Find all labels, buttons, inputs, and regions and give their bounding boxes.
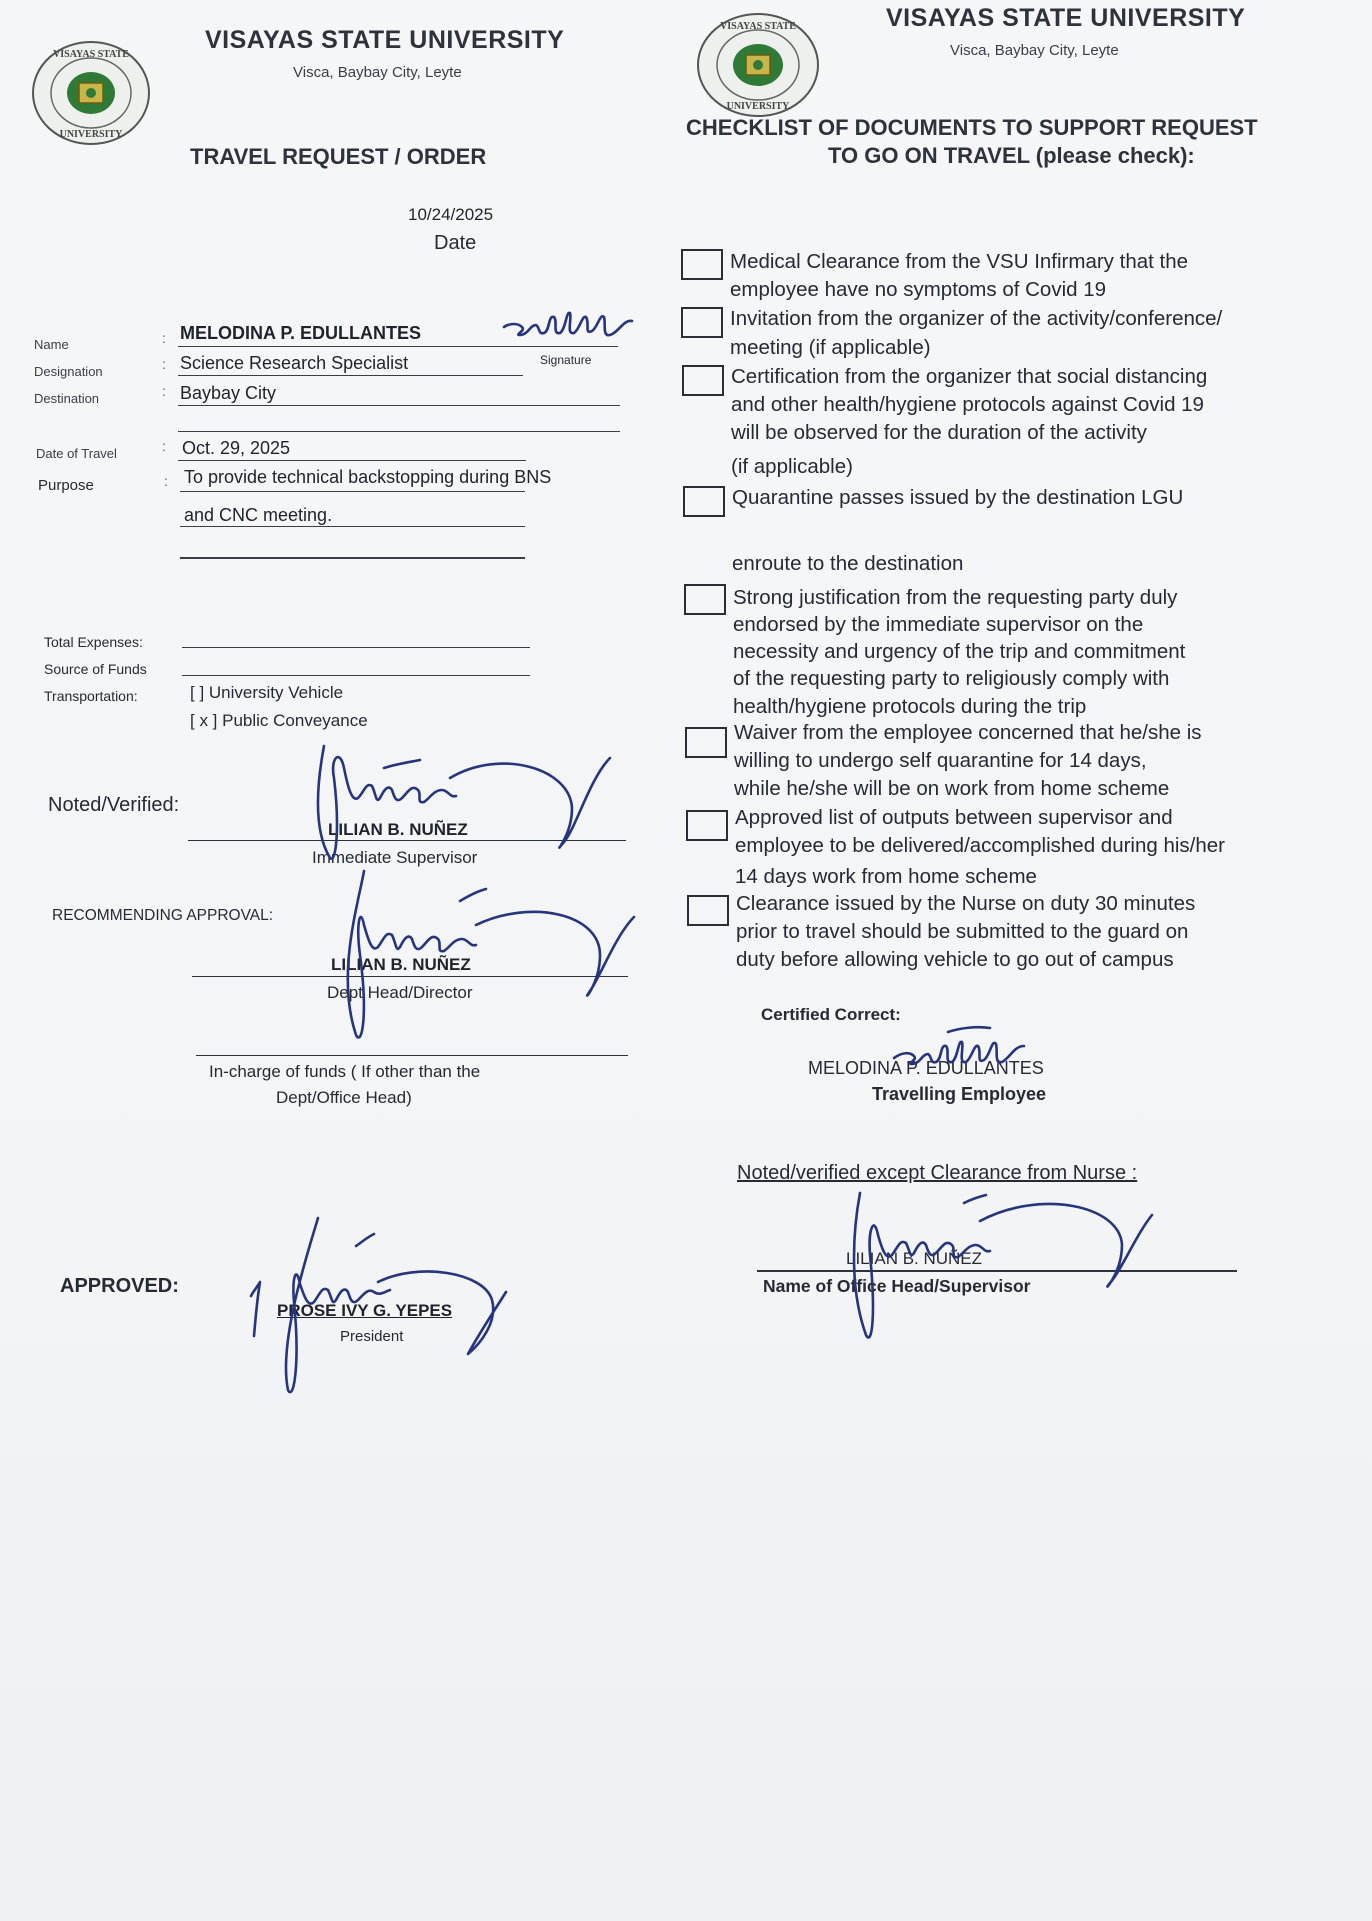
noted-except-label: Noted/verified except Clearance from Nurse : (737, 1162, 1138, 1184)
checklist-item-5-line-1: Strong justification from the requesting party duly (733, 586, 1178, 609)
checklist-item-5-line-5: health/hygiene protocols during the trip (733, 695, 1087, 718)
source-of-funds-label: Source of Funds (44, 661, 147, 677)
left-university-name: VISAYAS STATE UNIVERSITY (205, 26, 565, 54)
funds-signature-line (196, 1055, 628, 1056)
funds-label-line-1: In-charge of funds ( If other than the (209, 1062, 481, 1081)
purpose-label: Purpose (38, 477, 94, 494)
checkbox-certification[interactable] (682, 365, 724, 396)
checklist-item-3-line-3: will be observed for the duration of the activity (731, 421, 1147, 444)
noted-supervisor-role: Immediate Supervisor (312, 848, 478, 867)
purpose-line-2: and CNC meeting. (184, 505, 333, 525)
transportation-label: Transportation: (44, 688, 138, 704)
destination-colon: : (162, 383, 166, 399)
checklist-item-3-line-4: (if applicable) (731, 455, 853, 478)
checklist-item-7-line-2: employee to be delivered/accomplished during his/her (735, 834, 1226, 857)
checkbox-quarantine-passes[interactable] (683, 486, 725, 517)
svg-text:VISAYAS STATE: VISAYAS STATE (720, 21, 796, 32)
checklist-item-6-line-2: willing to undergo self quarantine for 14 days, (734, 749, 1147, 772)
checklist-item-7-line-3: 14 days work from home scheme (735, 865, 1037, 888)
name-underline (178, 346, 618, 347)
checkbox-waiver[interactable] (685, 727, 727, 758)
checklist-item-8-line-2: prior to travel should be submitted to the guard on (736, 920, 1189, 943)
checklist-item-6-line-1: Waiver from the employee concerned that he/she is (734, 721, 1202, 744)
purpose-underline-3 (180, 557, 525, 559)
checklist-item-8-line-3: duty before allowing vehicle to go out of campus (736, 948, 1174, 971)
handwritten-signature-nunez-noted (300, 738, 620, 868)
checklist-item-2-line-1: Invitation from the organizer of the activity/conference/ (730, 307, 1223, 330)
name-colon: : (162, 330, 166, 346)
noted-verified-label: Noted/Verified: (48, 794, 180, 816)
president-name: PROSE IVY G. YEPES (277, 1301, 453, 1320)
checklist-item-4-line-3: enroute to the destination (732, 552, 964, 575)
checkbox-invitation[interactable] (681, 307, 723, 338)
request-date-label: Date (434, 232, 477, 254)
handwritten-signature-edullantes-certified (890, 1024, 1030, 1074)
checklist-item-4-line-1: Quarantine passes issued by the destination LGU (732, 486, 1184, 509)
transport-public-conveyance: [ x ] Public Conveyance (190, 711, 368, 730)
checkbox-nurse-clearance[interactable] (687, 895, 729, 926)
total-expenses-label: Total Expenses: (44, 634, 143, 650)
total-expenses-underline (182, 647, 530, 648)
recommending-name: LILIAN B. NUÑEZ (331, 955, 471, 974)
recommending-role: Dept Head/Director (327, 983, 473, 1002)
office-head-role: Name of Office Head/Supervisor (763, 1276, 1031, 1296)
funds-label-line-2: Dept/Office Head) (276, 1088, 412, 1107)
checklist-item-5-line-2: endorsed by the immediate supervisor on the (733, 613, 1144, 636)
destination-underline (178, 405, 620, 406)
certified-correct-label: Certified Correct: (761, 1005, 901, 1024)
transport-university-vehicle: [ ] University Vehicle (190, 683, 344, 702)
checklist-item-6-line-3: while he/she will be on work from home scheme (734, 777, 1170, 800)
checklist-item-3-line-2: and other health/hygiene protocols against Covid 19 (731, 393, 1204, 416)
date-of-travel-colon: : (162, 438, 166, 454)
checklist-item-8-line-1: Clearance issued by the Nurse on duty 30 minutes (736, 892, 1196, 915)
recommending-approval-label: RECOMMENDING APPROVAL: (52, 907, 274, 924)
designation-underline (178, 375, 523, 376)
handwritten-signature-nunez-office-head (830, 1185, 1160, 1350)
approved-label: APPROVED: (60, 1275, 179, 1297)
checkbox-approved-outputs[interactable] (686, 810, 728, 841)
date-of-travel-label: Date of Travel (36, 446, 117, 461)
svg-text:UNIVERSITY: UNIVERSITY (59, 129, 123, 140)
checklist-item-2-line-2: meeting (if applicable) (730, 336, 931, 359)
source-of-funds-underline (182, 675, 530, 676)
svg-text:UNIVERSITY: UNIVERSITY (726, 101, 790, 112)
handwritten-signature-nunez-recommending (300, 865, 640, 1050)
office-head-name: LILIAN B. NUÑEZ (846, 1249, 983, 1268)
checklist-item-5-line-3: necessity and urgency of the trip and commitment (733, 640, 1186, 663)
designation-label: Designation (34, 364, 103, 379)
date-of-travel-value: Oct. 29, 2025 (182, 438, 291, 458)
noted-supervisor-name: LILIAN B. NUÑEZ (328, 820, 468, 839)
signature-label: Signature (540, 353, 592, 367)
designation-value: Science Research Specialist (180, 353, 409, 373)
checklist-title-line-2: TO GO ON TRAVEL (please check): (828, 143, 1195, 168)
right-university-name: VISAYAS STATE UNIVERSITY (886, 4, 1246, 32)
request-date-value: 10/24/2025 (408, 205, 494, 224)
checklist-item-1-line-1: Medical Clearance from the VSU Infirmary that the (730, 250, 1189, 273)
handwritten-signature-edullantes-top (500, 305, 640, 345)
designation-colon: : (162, 356, 166, 372)
checklist-item-3-line-1: Certification from the organizer that social distancing (731, 365, 1208, 388)
purpose-colon: : (164, 473, 168, 489)
handwritten-signature-yepes-president (248, 1212, 512, 1400)
destination-value: Baybay City (180, 383, 277, 403)
name-value: MELODINA P. EDULLANTES (180, 323, 422, 343)
university-seal-left (28, 38, 154, 148)
name-label: Name (34, 337, 69, 352)
purpose-underline-1 (180, 491, 525, 492)
destination-label: Destination (34, 391, 100, 406)
travel-request-title: TRAVEL REQUEST / ORDER (190, 144, 487, 169)
right-university-address: Visca, Baybay City, Leyte (950, 42, 1119, 59)
date-of-travel-underline (178, 460, 526, 461)
travelling-employee-name: MELODINA P. EDULLANTES (808, 1058, 1044, 1078)
checklist-item-1-line-2: employee have no symptoms of Covid 19 (730, 278, 1107, 301)
travelling-employee-role: Travelling Employee (872, 1084, 1047, 1104)
purpose-line-1: To provide technical backstopping during BNS (184, 467, 552, 487)
checkbox-strong-justification[interactable] (684, 584, 726, 615)
purpose-underline-2 (180, 526, 525, 527)
checklist-item-7-line-1: Approved list of outputs between supervisor and (735, 806, 1173, 829)
university-seal-right (693, 10, 823, 120)
checklist-item-5-line-4: of the requesting party to religiously comply with (733, 667, 1170, 690)
president-role: President (340, 1328, 404, 1345)
destination-underline-2 (178, 431, 620, 432)
checklist-title-line-1: CHECKLIST OF DOCUMENTS TO SUPPORT REQUEST (686, 115, 1258, 140)
left-university-address: Visca, Baybay City, Leyte (293, 64, 462, 81)
svg-text:VISAYAS STATE: VISAYAS STATE (53, 49, 129, 60)
checkbox-medical-clearance[interactable] (681, 249, 723, 280)
